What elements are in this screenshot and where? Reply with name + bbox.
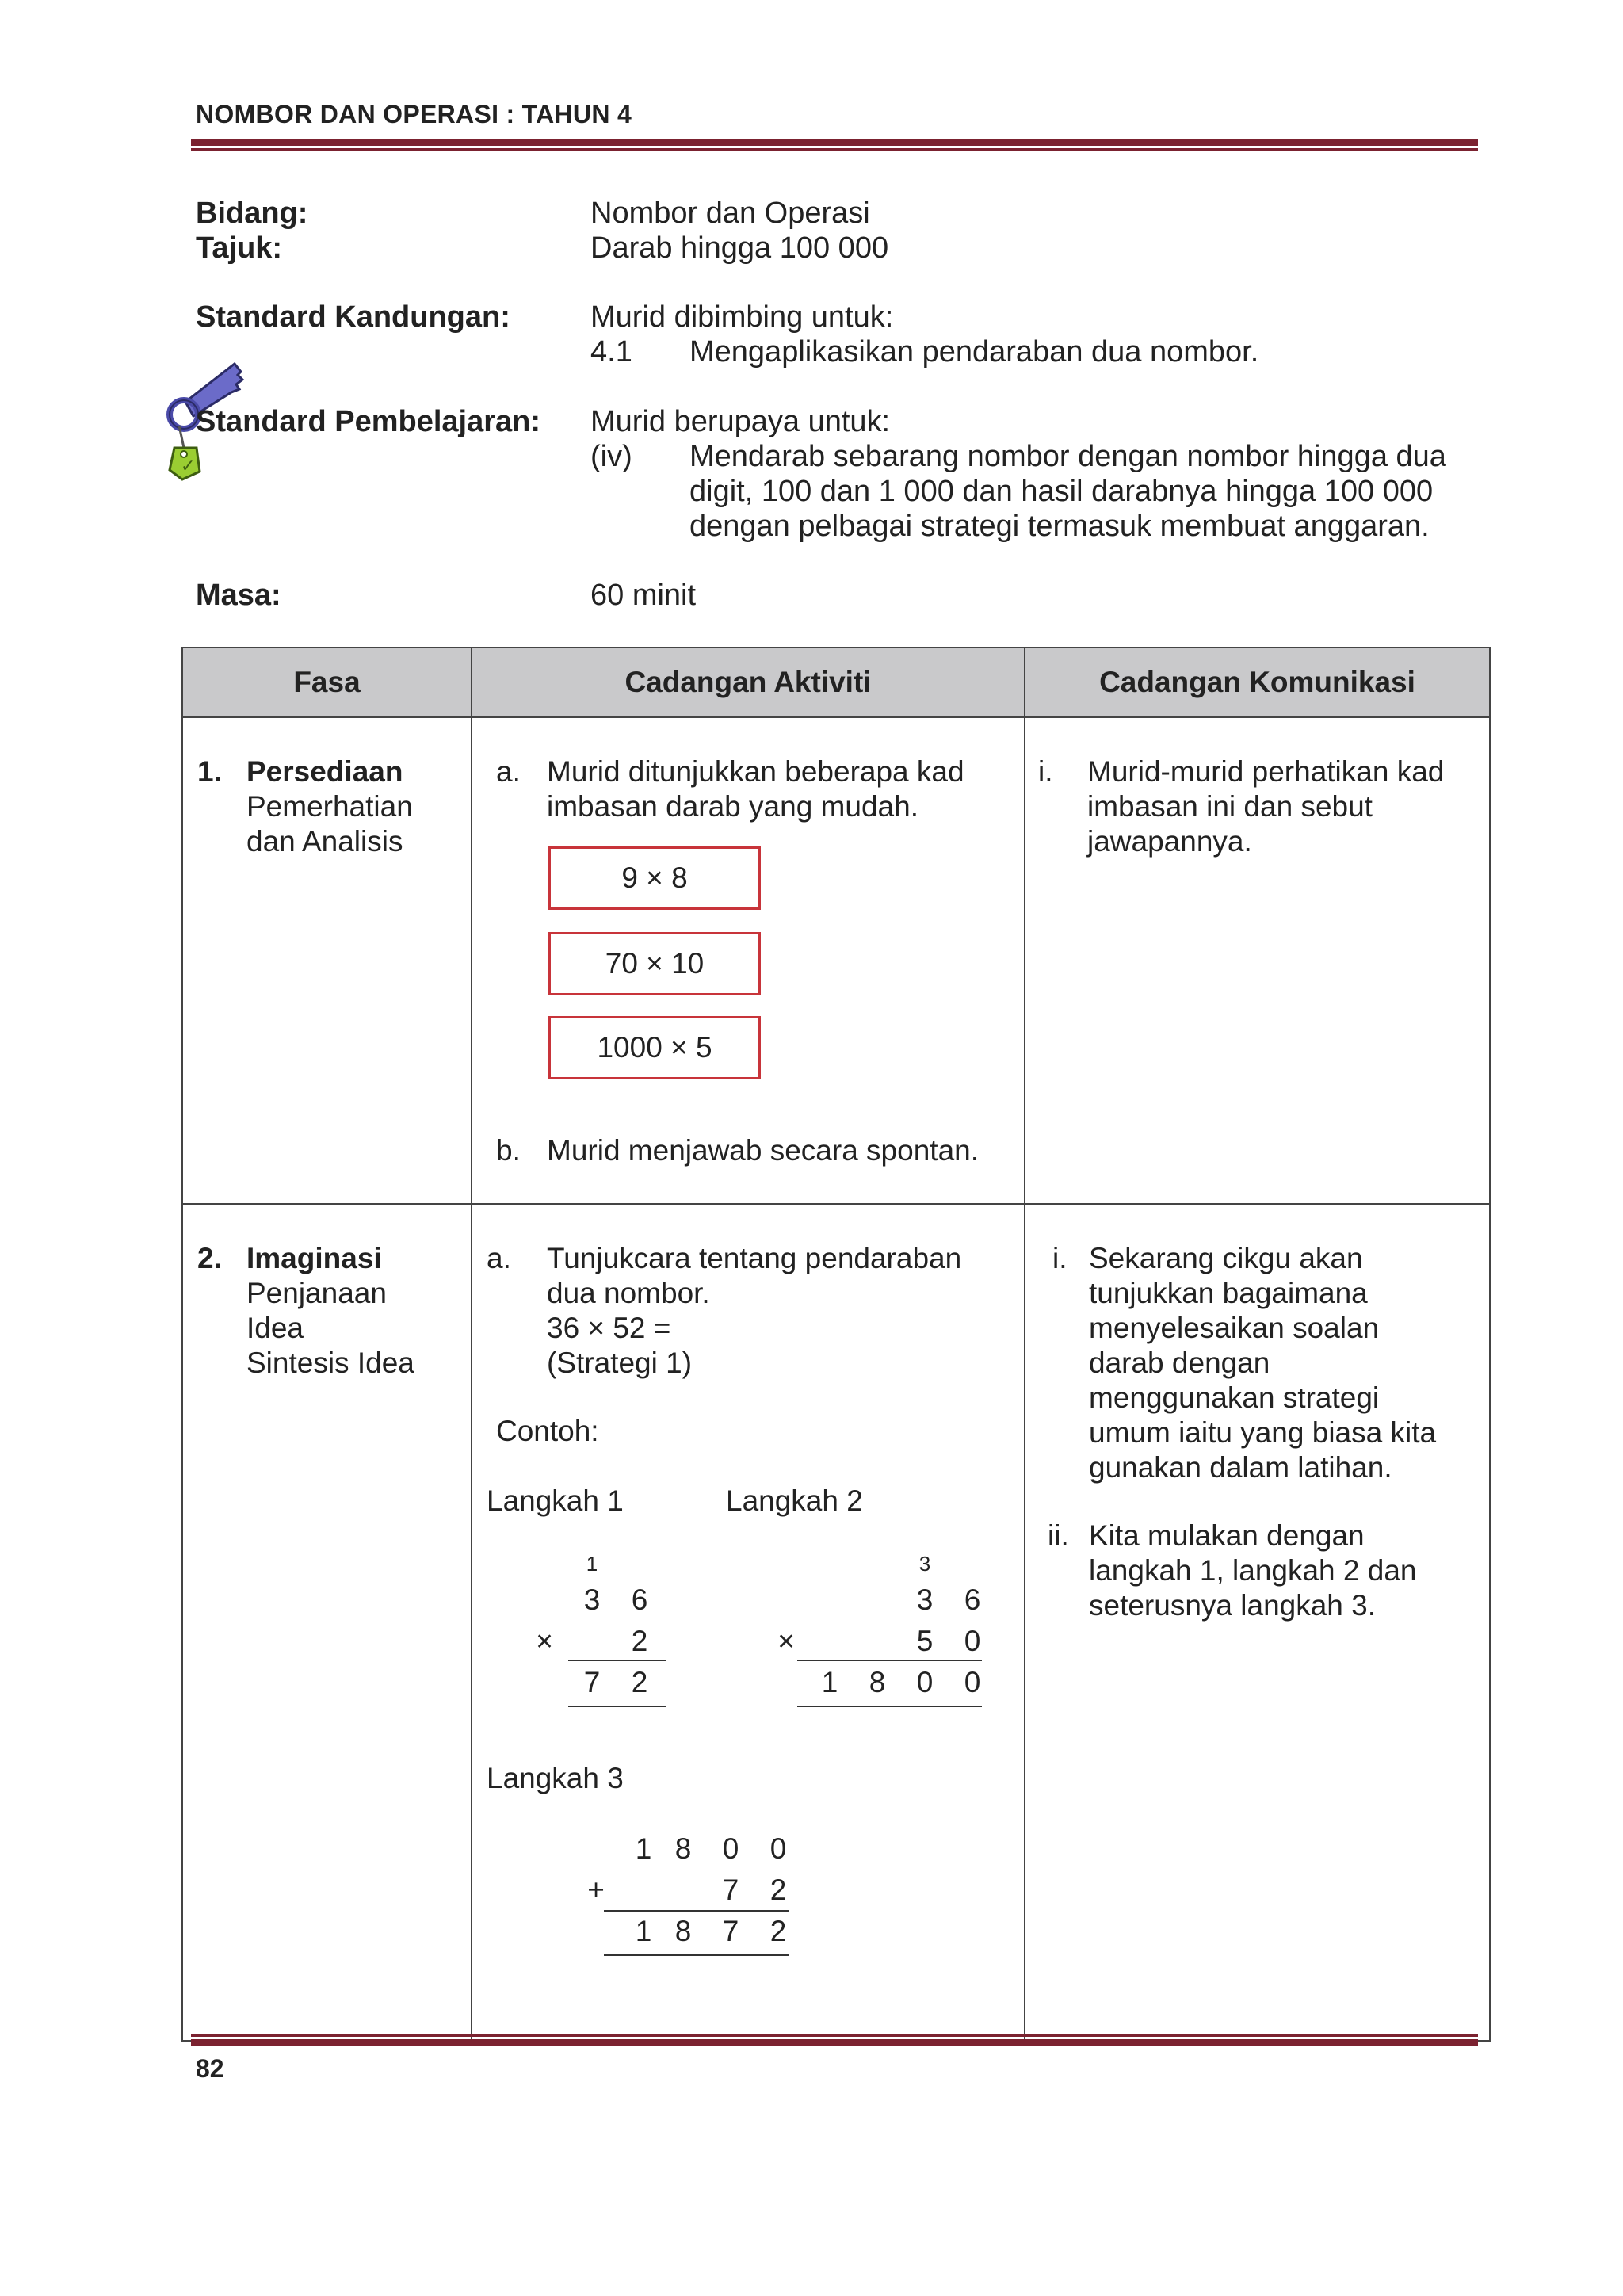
lesson-table	[181, 647, 1491, 2042]
step-1-label: Langkah 1	[487, 1484, 624, 1517]
row2-fasa-sub-1: Penjanaan	[246, 1277, 387, 1309]
step-1-digit: 2	[631, 1625, 648, 1657]
step-2-digit: 5	[916, 1625, 934, 1657]
step-3-digit: 8	[674, 1832, 692, 1865]
step-2-result-digit: 0	[964, 1666, 981, 1698]
step-1-carry: 1	[586, 1552, 598, 1576]
row1-activity-b-text: Murid menjawab secara spontan.	[547, 1134, 980, 1167]
row2-kom-ii-marker: ii.	[1048, 1519, 1069, 1552]
step-2-label: Langkah 2	[726, 1484, 863, 1517]
step-2-line	[797, 1706, 982, 1707]
step-3-result-digit: 8	[674, 1915, 692, 1947]
table-row	[182, 1204, 1490, 2041]
step-1-digit: 3	[583, 1584, 601, 1616]
row2-activity-marker-a: a.	[487, 1242, 511, 1274]
header-cadangan-aktiviti: Cadangan Aktiviti	[472, 648, 1025, 717]
table-row	[182, 717, 1490, 1204]
standard-pembelajaran-label: Standard Pembelajaran:	[196, 405, 541, 438]
standard-kandungan-intro: Murid dibimbing untuk:	[590, 300, 894, 334]
step-2-result-digit: 0	[916, 1666, 934, 1698]
row2-fasa-sub-2: Idea	[246, 1312, 304, 1344]
bidang-value: Nombor dan Operasi	[590, 197, 870, 230]
header-cadangan-komunikasi: Cadangan Komunikasi	[1025, 648, 1490, 717]
step-2-result-digit: 8	[869, 1666, 886, 1698]
row1-fasa-cell	[182, 717, 472, 1204]
row1-activity-marker-a: a.	[496, 755, 521, 788]
step-3-digit: 7	[722, 1874, 739, 1906]
footer-rule	[191, 2039, 1478, 2046]
row2-kom-i-line: menyelesaikan soalan	[1089, 1312, 1380, 1344]
flash-card: 1000 × 5	[548, 1016, 761, 1079]
step-2-digit: 3	[916, 1584, 934, 1616]
row1-fasa-sub-1: Pemerhatian	[246, 790, 413, 823]
row2-kom-ii-line: Kita mulakan dengan	[1089, 1519, 1365, 1552]
step-2-line	[797, 1660, 982, 1661]
step-3-label: Langkah 3	[487, 1762, 624, 1794]
step-2-digit: 6	[964, 1584, 981, 1616]
flash-card: 70 × 10	[548, 932, 761, 995]
row2-activity-expression: 36 × 52 =	[547, 1312, 671, 1344]
row2-komunikasi-cell	[1025, 1204, 1490, 2041]
svg-text:✓: ✓	[181, 457, 196, 476]
step-3-result-digit: 7	[722, 1915, 739, 1947]
header-fasa: Fasa	[182, 648, 472, 717]
masa-value: 60 minit	[590, 579, 697, 612]
row2-kom-i-line: darab dengan	[1089, 1347, 1270, 1379]
row2-activity-a-line-1: Tunjukcara tentang pendaraban	[547, 1242, 962, 1274]
row2-kom-ii-line: langkah 1, langkah 2 dan	[1089, 1554, 1417, 1587]
row1-activity-a-line-1: Murid ditunjukkan beberapa kad	[547, 755, 964, 788]
row2-kom-i-line: tunjukkan bagaimana	[1089, 1277, 1368, 1309]
row2-activity-a-line-2: dua nombor.	[547, 1277, 710, 1309]
row2-aktiviti-cell	[472, 1204, 1025, 2041]
row2-fasa-title: Imaginasi	[246, 1242, 382, 1274]
plus-sign: +	[587, 1874, 605, 1906]
step-3-result-digit: 2	[769, 1915, 787, 1947]
standard-pembelajaran-number: (iv)	[590, 440, 632, 473]
tajuk-value: Darab hingga 100 000	[590, 231, 889, 265]
standard-pembelajaran-line-2: digit, 100 dan 1 000 dan hasil darabnya hingga 100 000	[689, 475, 1434, 508]
row2-activity-strategy: (Strategi 1)	[547, 1347, 693, 1379]
masa-label: Masa:	[196, 579, 281, 612]
header-rule-thin	[191, 148, 1478, 151]
row1-kom-marker: i.	[1038, 755, 1053, 788]
tajuk-label: Tajuk:	[196, 231, 283, 265]
row1-kom-line-2: imbasan ini dan sebut	[1087, 790, 1373, 823]
row1-activity-marker-b: b.	[496, 1134, 521, 1167]
row2-kom-i-line: umum iaitu yang biasa kita	[1089, 1416, 1437, 1449]
step-1-digit: 6	[631, 1584, 648, 1616]
standard-pembelajaran-intro: Murid berupaya untuk:	[590, 405, 891, 438]
row2-kom-i-line: gunakan dalam latihan.	[1089, 1451, 1392, 1484]
step-1-line	[568, 1660, 666, 1661]
flash-card: 9 × 8	[548, 846, 761, 910]
step-2-digit: 0	[964, 1625, 981, 1657]
row1-fasa-title: Persediaan	[246, 755, 403, 788]
multiply-sign: ×	[536, 1625, 553, 1657]
footer-rule-thin	[191, 2034, 1478, 2037]
bidang-label: Bidang:	[196, 197, 308, 230]
row2-fasa-number: 2.	[197, 1242, 222, 1274]
step-3-digit: 0	[769, 1832, 787, 1865]
row1-kom-line-3: jawapannya.	[1087, 825, 1252, 858]
standard-kandungan-number: 4.1	[590, 335, 632, 369]
row1-fasa-number: 1.	[197, 755, 222, 788]
row1-activity-a-line-2: imbasan darab yang mudah.	[547, 790, 918, 823]
row2-fasa-cell	[182, 1204, 472, 2041]
step-3-line	[604, 1910, 789, 1912]
step-3-digit: 2	[769, 1874, 787, 1906]
page-header: NOMBOR DAN OPERASI : TAHUN 4	[196, 100, 632, 128]
standard-pembelajaran-line-1: Mendarab sebarang nombor dengan nombor hingga dua	[689, 440, 1446, 473]
step-3-digit: 1	[635, 1832, 652, 1865]
multiply-sign: ×	[777, 1625, 795, 1657]
step-2-carry: 3	[918, 1552, 931, 1576]
row1-komunikasi-cell	[1025, 717, 1490, 1204]
row2-kom-i-line: Sekarang cikgu akan	[1089, 1242, 1363, 1274]
step-1-result-digit: 7	[583, 1666, 601, 1698]
header-rule	[191, 139, 1478, 146]
step-2-result-digit: 1	[821, 1666, 838, 1698]
page-number: 82	[196, 2054, 224, 2083]
standard-kandungan-text: Mengaplikasikan pendaraban dua nombor.	[689, 335, 1259, 369]
row2-contoh-label: Contoh:	[496, 1415, 599, 1447]
row1-kom-line-1: Murid-murid perhatikan kad	[1087, 755, 1445, 788]
standard-kandungan-label: Standard Kandungan:	[196, 300, 510, 334]
step-3-digit: 0	[722, 1832, 739, 1865]
row1-fasa-sub-2: dan Analisis	[246, 825, 403, 858]
step-1-line	[568, 1706, 666, 1707]
row2-kom-ii-line: seterusnya langkah 3.	[1089, 1589, 1377, 1622]
step-3-result-digit: 1	[635, 1915, 652, 1947]
row2-kom-i-line: menggunakan strategi	[1089, 1381, 1380, 1414]
standard-pembelajaran-line-3: dengan pelbagai strategi termasuk membuat anggaran.	[689, 510, 1430, 543]
step-3-line	[604, 1954, 789, 1956]
step-1-result-digit: 2	[631, 1666, 648, 1698]
row1-aktiviti-cell	[472, 717, 1025, 1204]
row2-kom-i-marker: i.	[1052, 1242, 1067, 1274]
row2-fasa-sub-3: Sintesis Idea	[246, 1347, 414, 1379]
